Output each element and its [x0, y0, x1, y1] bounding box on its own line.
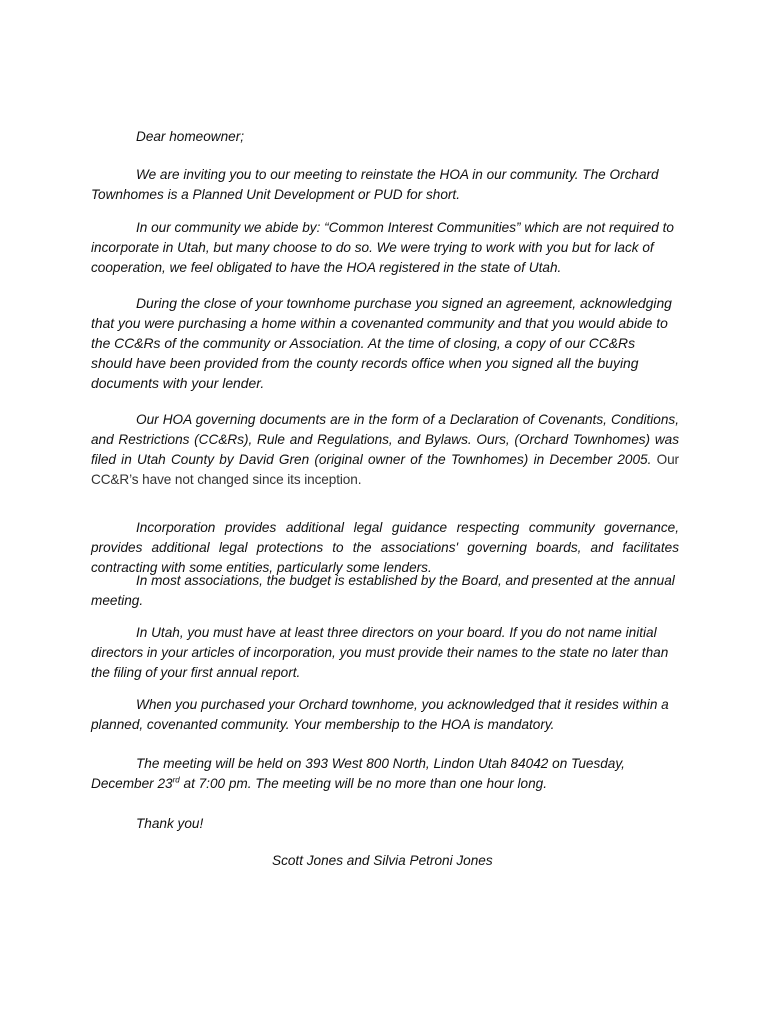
meeting-details-text: The meeting will be held on 393 West 800 North, Lindon Utah 84042 on Tuesday, December 23: [91, 756, 625, 791]
paragraph-invitation: We are inviting you to our meeting to reinstate the HOA in our community. The Orchard Townhomes is a Planned Unit Development or PUD for short.: [91, 167, 659, 202]
paragraph-common-interest: In our community we abide by: “Common Interest Communities” which are not required to incorporate in Utah, but many choose to do so. We were trying to work with you but for lack of cooperation, we feel obligated to have the HOA registered in the state of Utah.: [91, 220, 674, 275]
paragraph-governing-documents: [91, 410, 679, 490]
paragraph-directors: In Utah, you must have at least three directors on your board. If you do not name initial directors in your articles of incorporation, you must provide their names to the state no later than the filing of your first annual report.: [91, 625, 669, 680]
closing: Thank you!: [136, 816, 204, 831]
paragraph-budget: In most associations, the budget is established by the Board, and presented at the annual meeting.: [91, 573, 675, 608]
paragraph-incorporation: Incorporation provides additional legal guidance respecting community governance, provides additional legal protections to the associations' governing boards, and facilitates contracting with some entities, particularly some lenders.: [91, 520, 679, 575]
paragraph-purchase-agreement: During the close of your townhome purchase you signed an agreement, acknowledging that you were purchasing a home within a covenanted community and that you would abide to the CC&Rs of the community or Association. At the time of closing, a copy of our CC&Rs should have been provided from the county records office when you signed all the buying documents with your lender.: [91, 295, 672, 391]
governing-documents-text: Our HOA governing documents are in the form of a Declaration of Covenants, Conditions, and Restrictions (CC&Rs), Rule and Regulations, and Bylaws. Ours, (Orchard Townhomes) was filed in Utah County by David Gren (original owner of the Townhomes) in December 2005.: [91, 412, 679, 467]
signature: Scott Jones and Silvia Petroni Jones: [272, 853, 493, 868]
ccr-unchanged-note: Our CC&R’s have not changed since its inception.: [91, 452, 679, 487]
salutation: Dear homeowner;: [136, 129, 245, 144]
paragraph-membership: When you purchased your Orchard townhome, you acknowledged that it resides within a planned, covenanted community. Your membership to the HOA is mandatory.: [91, 697, 669, 732]
ordinal-suffix: rd: [172, 775, 180, 785]
paragraph-meeting-details: [91, 754, 679, 794]
meeting-details-text-end: at 7:00 pm. The meeting will be no more than one hour long.: [179, 776, 547, 791]
